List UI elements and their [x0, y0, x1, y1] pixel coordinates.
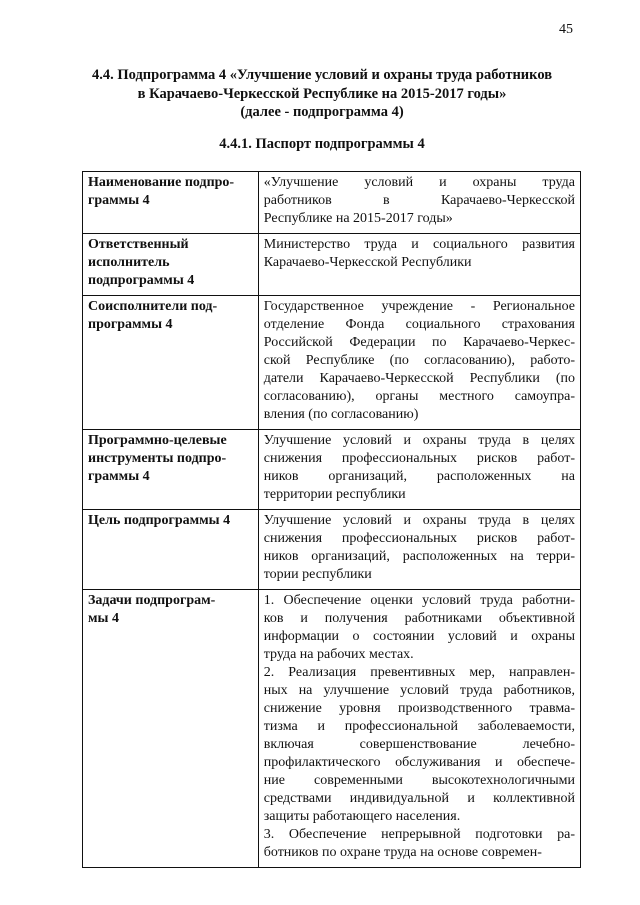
row-value	[258, 172, 580, 234]
table-row	[83, 510, 581, 590]
row-value-line: Российской Федерации по Карачаево-Черкес-	[263, 335, 575, 350]
page-number: 45	[559, 22, 573, 37]
row-value-line: снижения профессиональных рисков работ-	[263, 451, 575, 466]
row-label	[83, 430, 259, 510]
row-value-line: Республике на 2015-2017 годы»	[263, 211, 453, 226]
row-label-line: мы 4	[88, 611, 119, 626]
passport-table-body	[83, 172, 581, 868]
row-value-line: работников в Карачаево-Черкесской	[263, 193, 575, 208]
row-label-line: Цель подпрограммы 4	[88, 513, 231, 528]
row-value-line: ков и получения работниками объективной	[263, 611, 575, 626]
row-label-line: инструменты подпро-	[88, 451, 227, 466]
row-value-line: информации о состоянии условий и охраны	[263, 629, 575, 644]
row-label	[83, 296, 259, 430]
row-value-line: Улучшение условий и охраны труда в целях	[263, 433, 575, 448]
row-label-line: Задачи подпрограм-	[88, 593, 216, 608]
section-heading-line: в Карачаево-Черкесской Республике на 2015-2017 годы»	[137, 85, 507, 102]
row-value-line: Государственное учреждение - Региональное	[263, 299, 575, 314]
row-value-line: Карачаево-Черкесской Республики	[263, 255, 472, 270]
row-value-line: 1. Обеспечение оценки условий труда работни-	[263, 593, 575, 608]
passport-table	[82, 171, 581, 868]
row-value-line: снижение уровня производственного травма-	[263, 701, 575, 716]
row-label-line: исполнитель	[88, 255, 170, 270]
row-value-line: согласованию), органы местного самоупра-	[263, 389, 575, 404]
table-row	[83, 590, 581, 868]
row-value	[258, 234, 580, 296]
row-value	[258, 430, 580, 510]
row-value-line: территории республики	[263, 487, 406, 502]
row-value-line: ние современными высокотехнологичными	[263, 773, 575, 788]
row-value-line: труда на рабочих местах.	[263, 647, 414, 662]
section-heading	[60, 66, 584, 122]
row-label-line: Соисполнители под-	[88, 299, 218, 314]
row-value-line: «Улучшение условий и охраны труда	[263, 175, 575, 190]
table-row	[83, 430, 581, 510]
row-value-line: 3. Обеспечение непрерывной подготовки ра-	[263, 827, 575, 842]
row-label	[83, 590, 259, 868]
passport-heading: 4.4.1. Паспорт подпрограммы 4	[219, 136, 425, 152]
section-heading-line: 4.4. Подпрограмма 4 «Улучшение условий и охраны труда работников	[91, 67, 553, 83]
section-heading-line: (далее - подпрограмма 4)	[240, 104, 404, 120]
row-label-line: Программно-целевые	[88, 433, 227, 448]
row-value-line: Министерство труда и социального развития	[263, 237, 575, 252]
row-label-line: Ответственный	[88, 237, 189, 252]
table-row	[83, 296, 581, 430]
row-value	[258, 296, 580, 430]
row-value-line: вления (по согласованию)	[263, 407, 419, 422]
row-value-line: снижения профессиональных рисков работ-	[263, 531, 575, 546]
row-value-line: датели Карачаево-Черкесской Республики (по	[263, 371, 575, 386]
row-label-line: программы 4	[88, 317, 173, 332]
row-label	[83, 172, 259, 234]
row-value-line: ных на улучшение условий труда работников,	[263, 683, 575, 698]
row-value-line: тории республики	[263, 567, 372, 582]
row-value-line: Улучшение условий и охраны труда в целях	[263, 513, 575, 528]
row-value-line: отделение Фонда социального страхования	[263, 317, 575, 332]
row-label-line: подпрограммы 4	[88, 273, 195, 288]
row-value-line: 2. Реализация превентивных мер, направлен-	[263, 665, 575, 680]
row-value-line: включая совершенствование лечебно-	[263, 737, 575, 752]
row-value	[258, 510, 580, 590]
row-label-line: граммы 4	[88, 193, 150, 208]
row-value-line: ников организаций, расположенных на	[263, 469, 575, 484]
row-value-line: профилактического обслуживания и обеспече-	[263, 755, 575, 770]
row-value	[258, 590, 580, 868]
row-value-line: средствами индивидуальной и коллективной	[263, 791, 575, 806]
row-value-line: ской Республике (по согласованию), работо-	[263, 353, 575, 368]
table-row	[83, 234, 581, 296]
row-value-line: тизма и профессиональной заболеваемости,	[263, 719, 575, 734]
row-label	[83, 510, 259, 590]
row-value-line: ников организаций, расположенных на терри-	[263, 549, 575, 564]
row-value-line: защиты работающего населения.	[263, 809, 461, 824]
row-label	[83, 234, 259, 296]
row-label-line: Наименование подпро-	[88, 175, 235, 190]
row-value-line: ботников по охране труда на основе современ-	[263, 845, 542, 860]
row-label-line: граммы 4	[88, 469, 150, 484]
table-row	[83, 172, 581, 234]
